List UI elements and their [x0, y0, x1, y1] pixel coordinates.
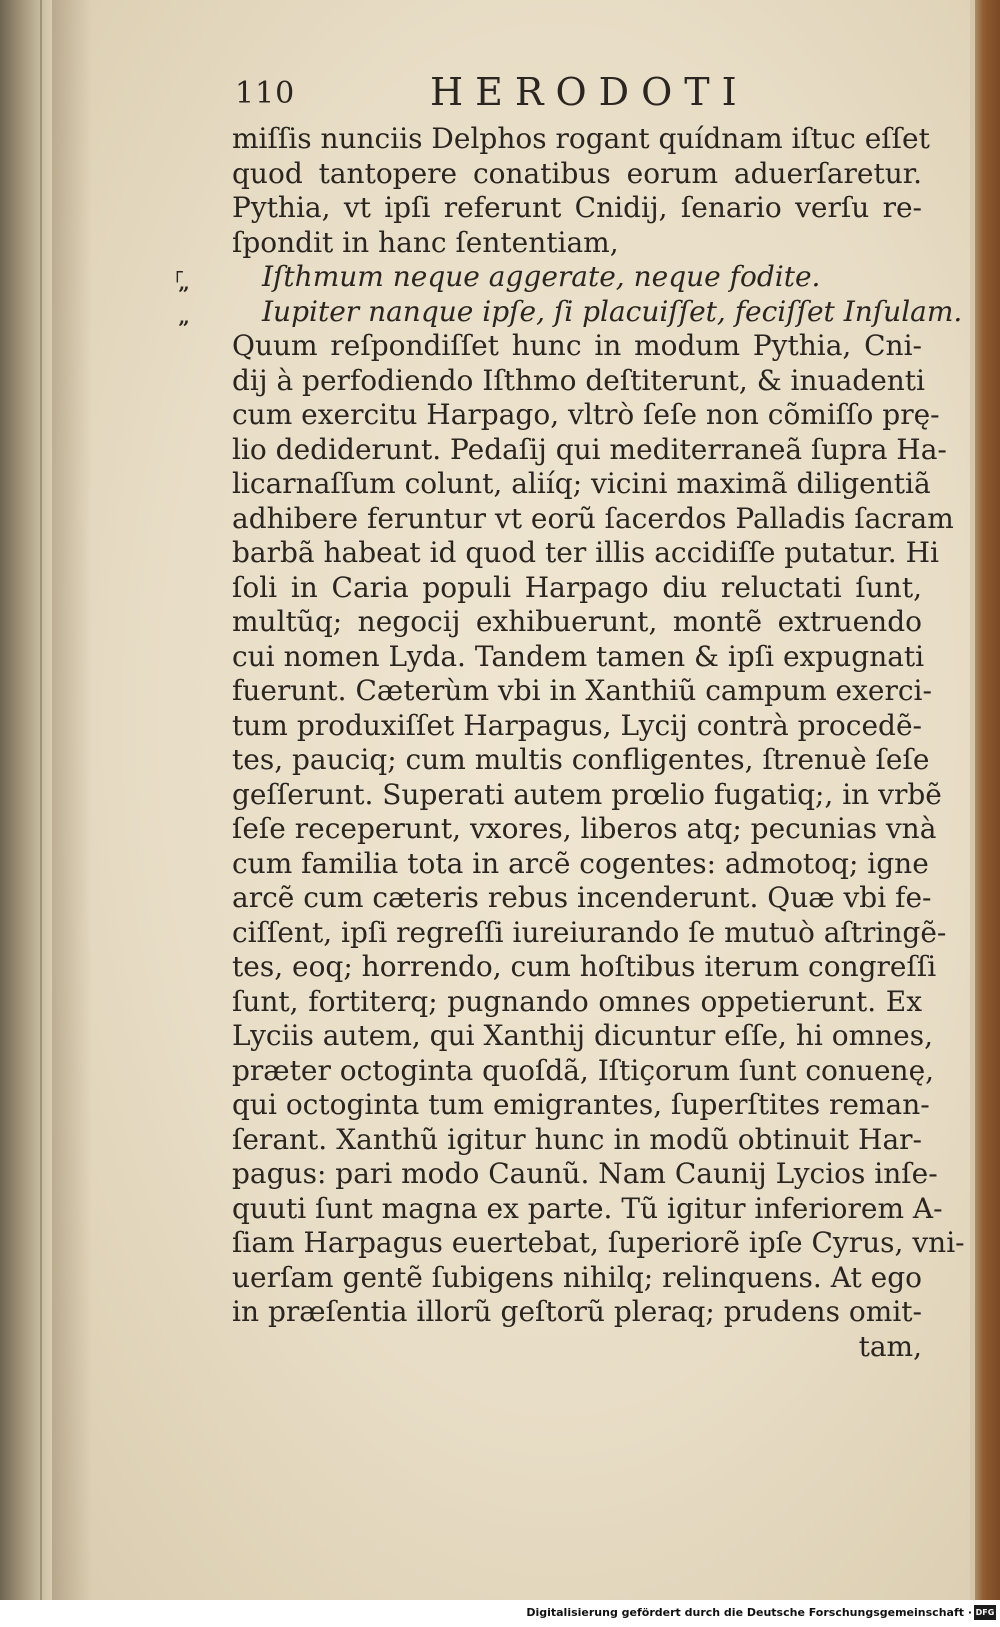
- text-line: fuerunt. Cæterùm vbi in Xanthiũ campum exerci-: [232, 674, 932, 707]
- text-line: lio dediderunt. Pedaſij qui mediterraneã ſupra Ha-: [232, 432, 947, 466]
- text-line: Lyciis autem, qui Xanthij dicuntur eſſe, hi omnes,: [232, 1019, 934, 1052]
- text-line: cum familia tota in arcẽ cogentes: admotoq; igne: [232, 846, 929, 880]
- dfg-logo-icon: DFG: [974, 1605, 996, 1620]
- oracle-verse-line: Iſthmum neque aggerate, neque fodite.: [262, 260, 821, 293]
- digitization-footer: [0, 1600, 1000, 1627]
- text-line: multũq; negocij exhibuerunt, montẽ extruendo: [232, 605, 922, 638]
- margin-bracket-mark: ┌: [172, 262, 183, 283]
- text-line: qui octoginta tum emigrantes, ſuperſtites reman-: [232, 1088, 930, 1121]
- text-line: ſoli in Caria populi Harpago diu reluctati ſunt,: [232, 570, 922, 604]
- text-line: quod tantopere conatibus eorum aduerſaretur.: [232, 156, 922, 190]
- text-line: licarnaſſum colunt, aliíq; vicini maximã diligentiã: [232, 467, 931, 500]
- page-header: [0, 70, 1000, 120]
- text-line: cui nomen Lyda. Tandem tamen & ipſi expugnati: [232, 639, 925, 673]
- verse-marker: ”: [178, 316, 190, 340]
- text-line: in præſentia illorũ geſtorũ pleraq; prudens omit-: [232, 1295, 922, 1328]
- binding-edge-left: [0, 0, 52, 1600]
- text-line: quuti ſunt magna ex parte. Tũ igitur inferiorem A-: [232, 1191, 943, 1225]
- verse-marker: ”: [178, 282, 190, 306]
- running-title: HERODOTI: [430, 70, 749, 114]
- text-line: cum exercitu Harpago, vltrò ſeſe non cõmiſſo prę-: [232, 398, 940, 431]
- text-line: tum produxiſſet Harpagus, Lycij contrà procedẽ-: [232, 708, 922, 742]
- page-edge-right: [970, 0, 1000, 1600]
- text-line: ſunt, fortiterq; pugnando omnes oppetierunt. Ex: [232, 984, 922, 1018]
- text-line: ciſſent, ipſi regreſſi iureiurando ſe mutuò aſtringẽ-: [232, 915, 947, 949]
- text-line: arcẽ cum cæteris rebus incenderunt. Quæ vbi fe-: [232, 881, 932, 914]
- text-line: ſerant. Xanthũ igitur hunc in modũ obtinuit Har-: [232, 1122, 922, 1156]
- text-line: adhibere feruntur vt eorũ ſacerdos Palladis ſacram: [232, 501, 954, 535]
- text-line: geſſerunt. Superati autem prœlio fugatiq;, in vrbẽ: [232, 777, 942, 811]
- text-line: pagus: pari modo Caunũ. Nam Caunij Lycios inſe-: [232, 1157, 938, 1190]
- text-line: uerſam gentẽ ſubigens nihilq; relinquens. At ego: [232, 1260, 922, 1294]
- funding-notice: Digitalisierung gefördert durch die Deutsche Forschungsgemeinschaft ·: [526, 1606, 972, 1619]
- text-line: Quum reſpondiſſet hunc in modum Pythia, Cni-: [232, 329, 922, 362]
- catchword: tam,: [858, 1329, 922, 1363]
- text-line: dij à perfodiendo Iſthmo deſtiterunt, & inuadenti: [232, 363, 925, 397]
- page-number: 110: [235, 76, 296, 111]
- text-line: tes, eoq; horrendo, cum hoſtibus iterum congreſſi: [232, 950, 937, 983]
- text-line: ſeſe receperunt, vxores, liberos atq; pecunias vnà: [232, 812, 937, 845]
- text-line: miſſis nunciis Delphos rogant quídnam iſtuc eſſet: [232, 122, 930, 155]
- text-line: ſpondit in hanc ſententiam,: [232, 225, 619, 259]
- body-text: [232, 122, 965, 1364]
- text-line: præter octoginta quoſdã, Iſtiçorum ſunt conuenę,: [232, 1053, 935, 1087]
- text-line: Pythia, vt ipſi referunt Cnidij, ſenario verſu re-: [232, 191, 922, 224]
- oracle-verse-line: Iupiter nanque ipſe, ſi placuiſſet, feciſſet Inſulam.: [262, 294, 963, 328]
- text-line: barbã habeat id quod ter illis accidiſſe putatur. Hi: [232, 536, 939, 569]
- text-line: tes, pauciq; cum multis confligentes, ſtrenuè ſeſe: [232, 743, 930, 776]
- text-line: ſiam Harpagus euertebat, ſuperiorẽ ipſe Cyrus, vni-: [232, 1226, 965, 1259]
